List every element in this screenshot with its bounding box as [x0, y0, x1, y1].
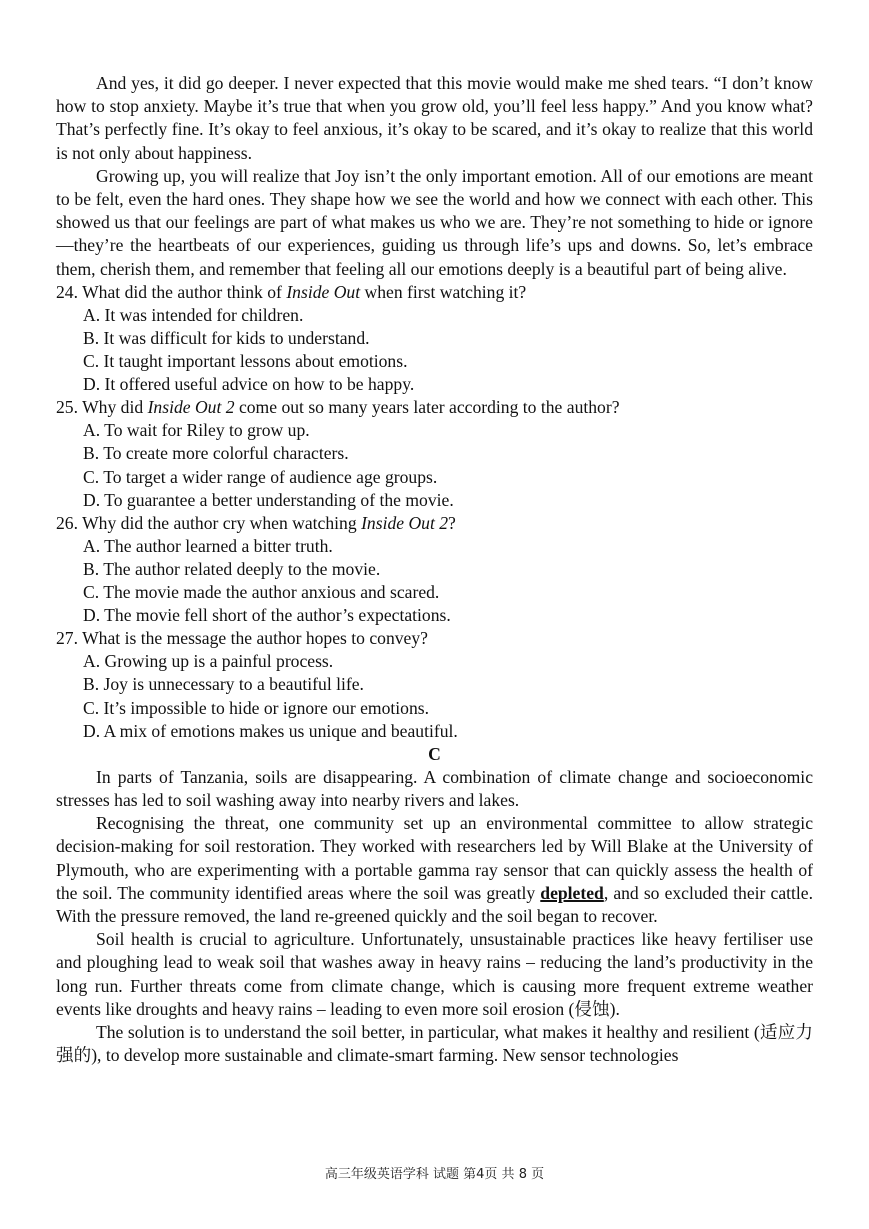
- option-c: C. It’s impossible to hide or ignore our emotions.: [83, 697, 429, 718]
- passage-c-paragraph-4: The solution is to understand the soil better, in particular, what makes it healthy and resilient (适应力强的), to develop more sustainable and climate-smart farming. New sensor technologies: [56, 1021, 813, 1066]
- page-footer: 高三年级英语学科 试题 第4页 共 8 页: [324, 1167, 545, 1182]
- section-heading: C: [428, 743, 441, 764]
- question-25: [56, 396, 813, 511]
- stem-text: come out so many years later according to the author?: [234, 397, 620, 418]
- option-c: C. The movie made the author anxious and scared.: [83, 582, 440, 603]
- option-d: D. The movie fell short of the author’s expectations.: [83, 605, 451, 626]
- stem-text: ?: [448, 512, 456, 533]
- option-a: A. The author learned a bitter truth.: [83, 535, 333, 556]
- passage-b-paragraph-1: And yes, it did go deeper. I never expected that this movie would make me shed tears. “I don’t know how to stop anxiety. Maybe it’s true that when you grow old, you’ll feel less happy.” And you know what? That’s perfectly fine. It’s okay to feel anxious, it’s okay to be scared, and it’s okay to realize that this world is not only about happiness.: [56, 73, 813, 163]
- passage-c-paragraph-2: [56, 812, 813, 928]
- option-d: D. A mix of emotions makes us unique and beautiful.: [83, 720, 458, 741]
- passage-c-paragraph-1: In parts of Tanzania, soils are disappearing. A combination of climate change and socioeconomic stresses has led to soil washing away into nearby rivers and lakes.: [56, 766, 813, 810]
- option-a: A. It was intended for children.: [83, 304, 304, 325]
- passage-b-paragraph-2: Growing up, you will realize that Joy isn’t the only important emotion. All of our emotions are meant to be felt, even the hard ones. They shape how we see the world and how we connect with each other. This showed us that our feelings are part of what makes us who we are. They’re not something to hide or ignore—they’re the heartbeats of our experiences, guiding us through life’s ups and downs. So, let’s embrace them, cherish them, and remember that feeling all our emotions deeply is a beautiful part of being alive.: [56, 165, 813, 279]
- stem-text: 26. Why did the author cry when watching: [56, 512, 362, 533]
- question-26: [56, 512, 813, 627]
- underlined-word: depleted: [540, 882, 604, 903]
- question-27-stem: [56, 627, 813, 650]
- option-a: A. Growing up is a painful process.: [83, 651, 334, 672]
- movie-title: Inside Out: [286, 281, 361, 302]
- paragraph-text: , and so excluded their cattle. With the pressure removed, the land re-greened quickly and the soil began to recover.: [56, 882, 814, 926]
- stem-text: 25. Why did: [56, 397, 148, 418]
- stem-text: when first watching it?: [360, 281, 527, 302]
- passage-c-paragraph-3: Soil health is crucial to agriculture. Unfortunately, unsustainable practices like heavy fertiliser use and ploughing lead to weak soil that washes away in heavy rains – reducing the land’s productivity in the long run. Further threats come from climate change, which is causing more frequent extreme weather events like droughts and heavy rains – leading to even more soil erosion (侵蚀).: [56, 929, 813, 1019]
- option-c: C. To target a wider range of audience age groups.: [83, 466, 438, 487]
- option-b: B. To create more colorful characters.: [83, 443, 349, 464]
- movie-title: Inside Out 2: [361, 512, 449, 533]
- stem-text: 27. What is the message the author hopes to convey?: [56, 628, 428, 649]
- option-a: A. To wait for Riley to grow up.: [83, 420, 310, 441]
- question-26-stem: [56, 512, 813, 535]
- stem-text: 24. What did the author think of: [56, 281, 287, 302]
- question-27: [56, 627, 813, 742]
- movie-title: Inside Out 2: [147, 397, 235, 418]
- option-d: D. To guarantee a better understanding of the movie.: [83, 489, 454, 510]
- option-c: C. It taught important lessons about emotions.: [83, 351, 408, 372]
- exam-page: [56, 72, 813, 1067]
- option-d: D. It offered useful advice on how to be happy.: [83, 374, 415, 395]
- paragraph-text: Recognising the threat, one community set up an environmental committee to allow strategic decision-making for soil restoration. They worked with researchers led by Will Blake at the University of Plymouth, who are experimenting with a portable gamma ray sensor that can quickly assess the health of the soil. The community identified areas where the soil was greatly: [56, 813, 813, 903]
- question-24: [56, 281, 813, 396]
- option-b: B. It was difficult for kids to understand.: [83, 328, 370, 349]
- option-b: B. Joy is unnecessary to a beautiful life.: [83, 674, 364, 695]
- question-24-stem: [56, 281, 813, 304]
- option-b: B. The author related deeply to the movie.: [83, 558, 381, 579]
- question-25-stem: [56, 396, 813, 419]
